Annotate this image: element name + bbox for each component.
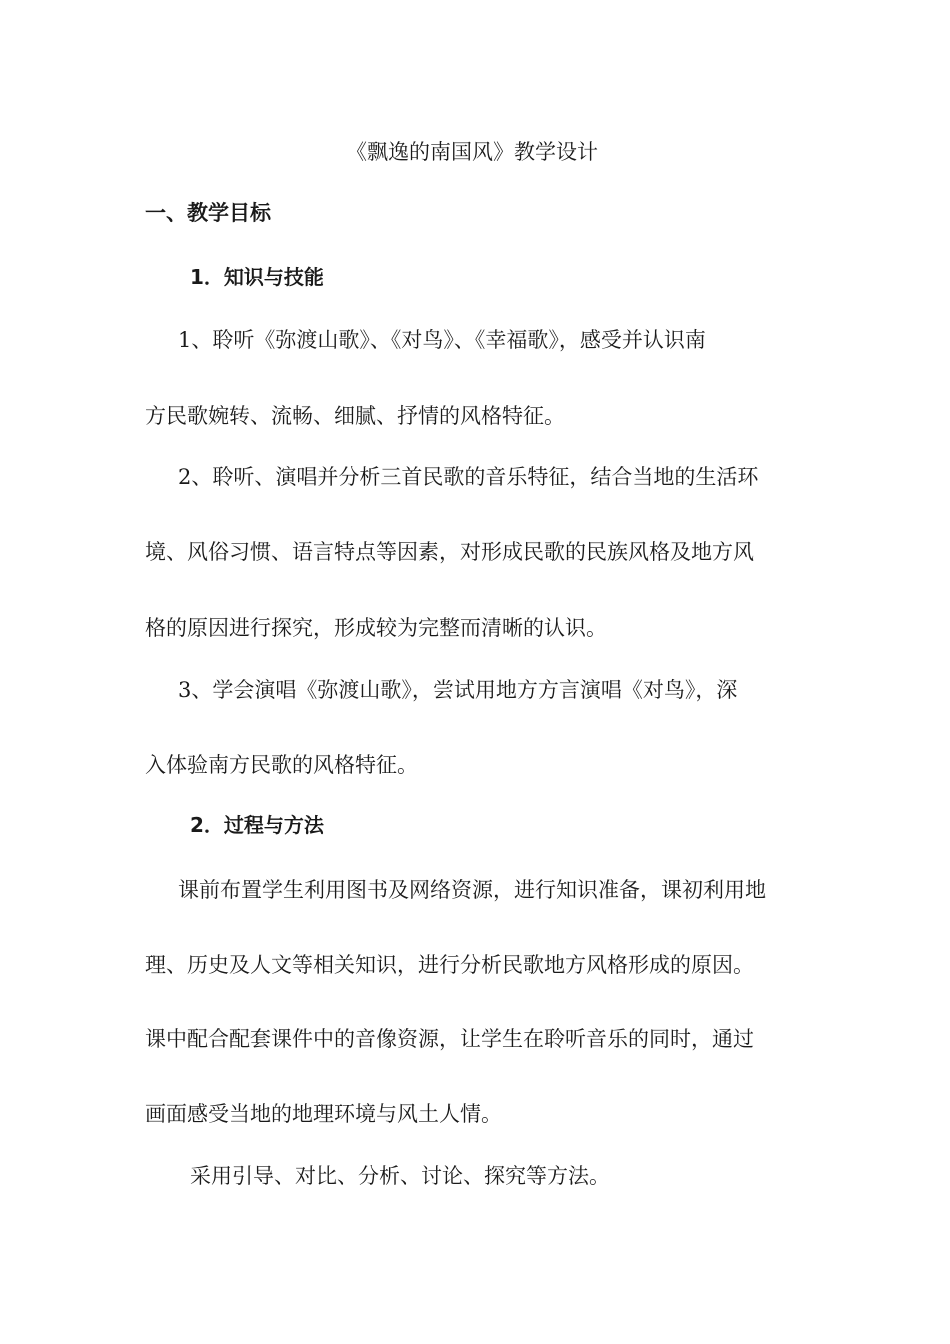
- item3-line1: 3、学会演唱《弥渡山歌》，尝试用地方方言演唱《对鸟》，深: [178, 678, 738, 702]
- para1-line1: 课前布置学生利用图书及网络资源，进行知识准备，课初利用地: [178, 878, 766, 902]
- para1-line3: 课中配合配套课件中的音像资源，让学生在聆听音乐的同时，通过: [145, 1027, 754, 1051]
- item1-line1: 1、聆听《弥渡山歌》、《对鸟》、《幸福歌》，感受并认识南: [178, 328, 706, 352]
- para2: 采用引导、对比、分析、讨论、探究等方法。: [190, 1164, 610, 1188]
- section-heading-objectives: 一、教学目标: [145, 201, 271, 225]
- item2-line2: 境、风俗习惯、语言特点等因素，对形成民歌的民族风格及地方风: [145, 540, 754, 564]
- item3-line2: 入体验南方民歌的风格特征。: [145, 753, 418, 777]
- para1-line2: 理、历史及人文等相关知识，进行分析民歌地方风格形成的原因。: [145, 953, 754, 977]
- para1-line4: 画面感受当地的地理环境与风土人情。: [145, 1102, 502, 1126]
- item2-line3: 格的原因进行探究，形成较为完整而清晰的认识。: [145, 616, 607, 640]
- subheading-knowledge-skills: 1．知识与技能: [190, 265, 324, 289]
- subheading-process-methods: 2．过程与方法: [190, 813, 324, 837]
- document-title: 《飘逸的南国风》教学设计: [346, 140, 598, 164]
- item1-line2: 方民歌婉转、流畅、细腻、抒情的风格特征。: [145, 404, 565, 428]
- item2-line1: 2、聆听、演唱并分析三首民歌的音乐特征，结合当地的生活环: [178, 465, 759, 489]
